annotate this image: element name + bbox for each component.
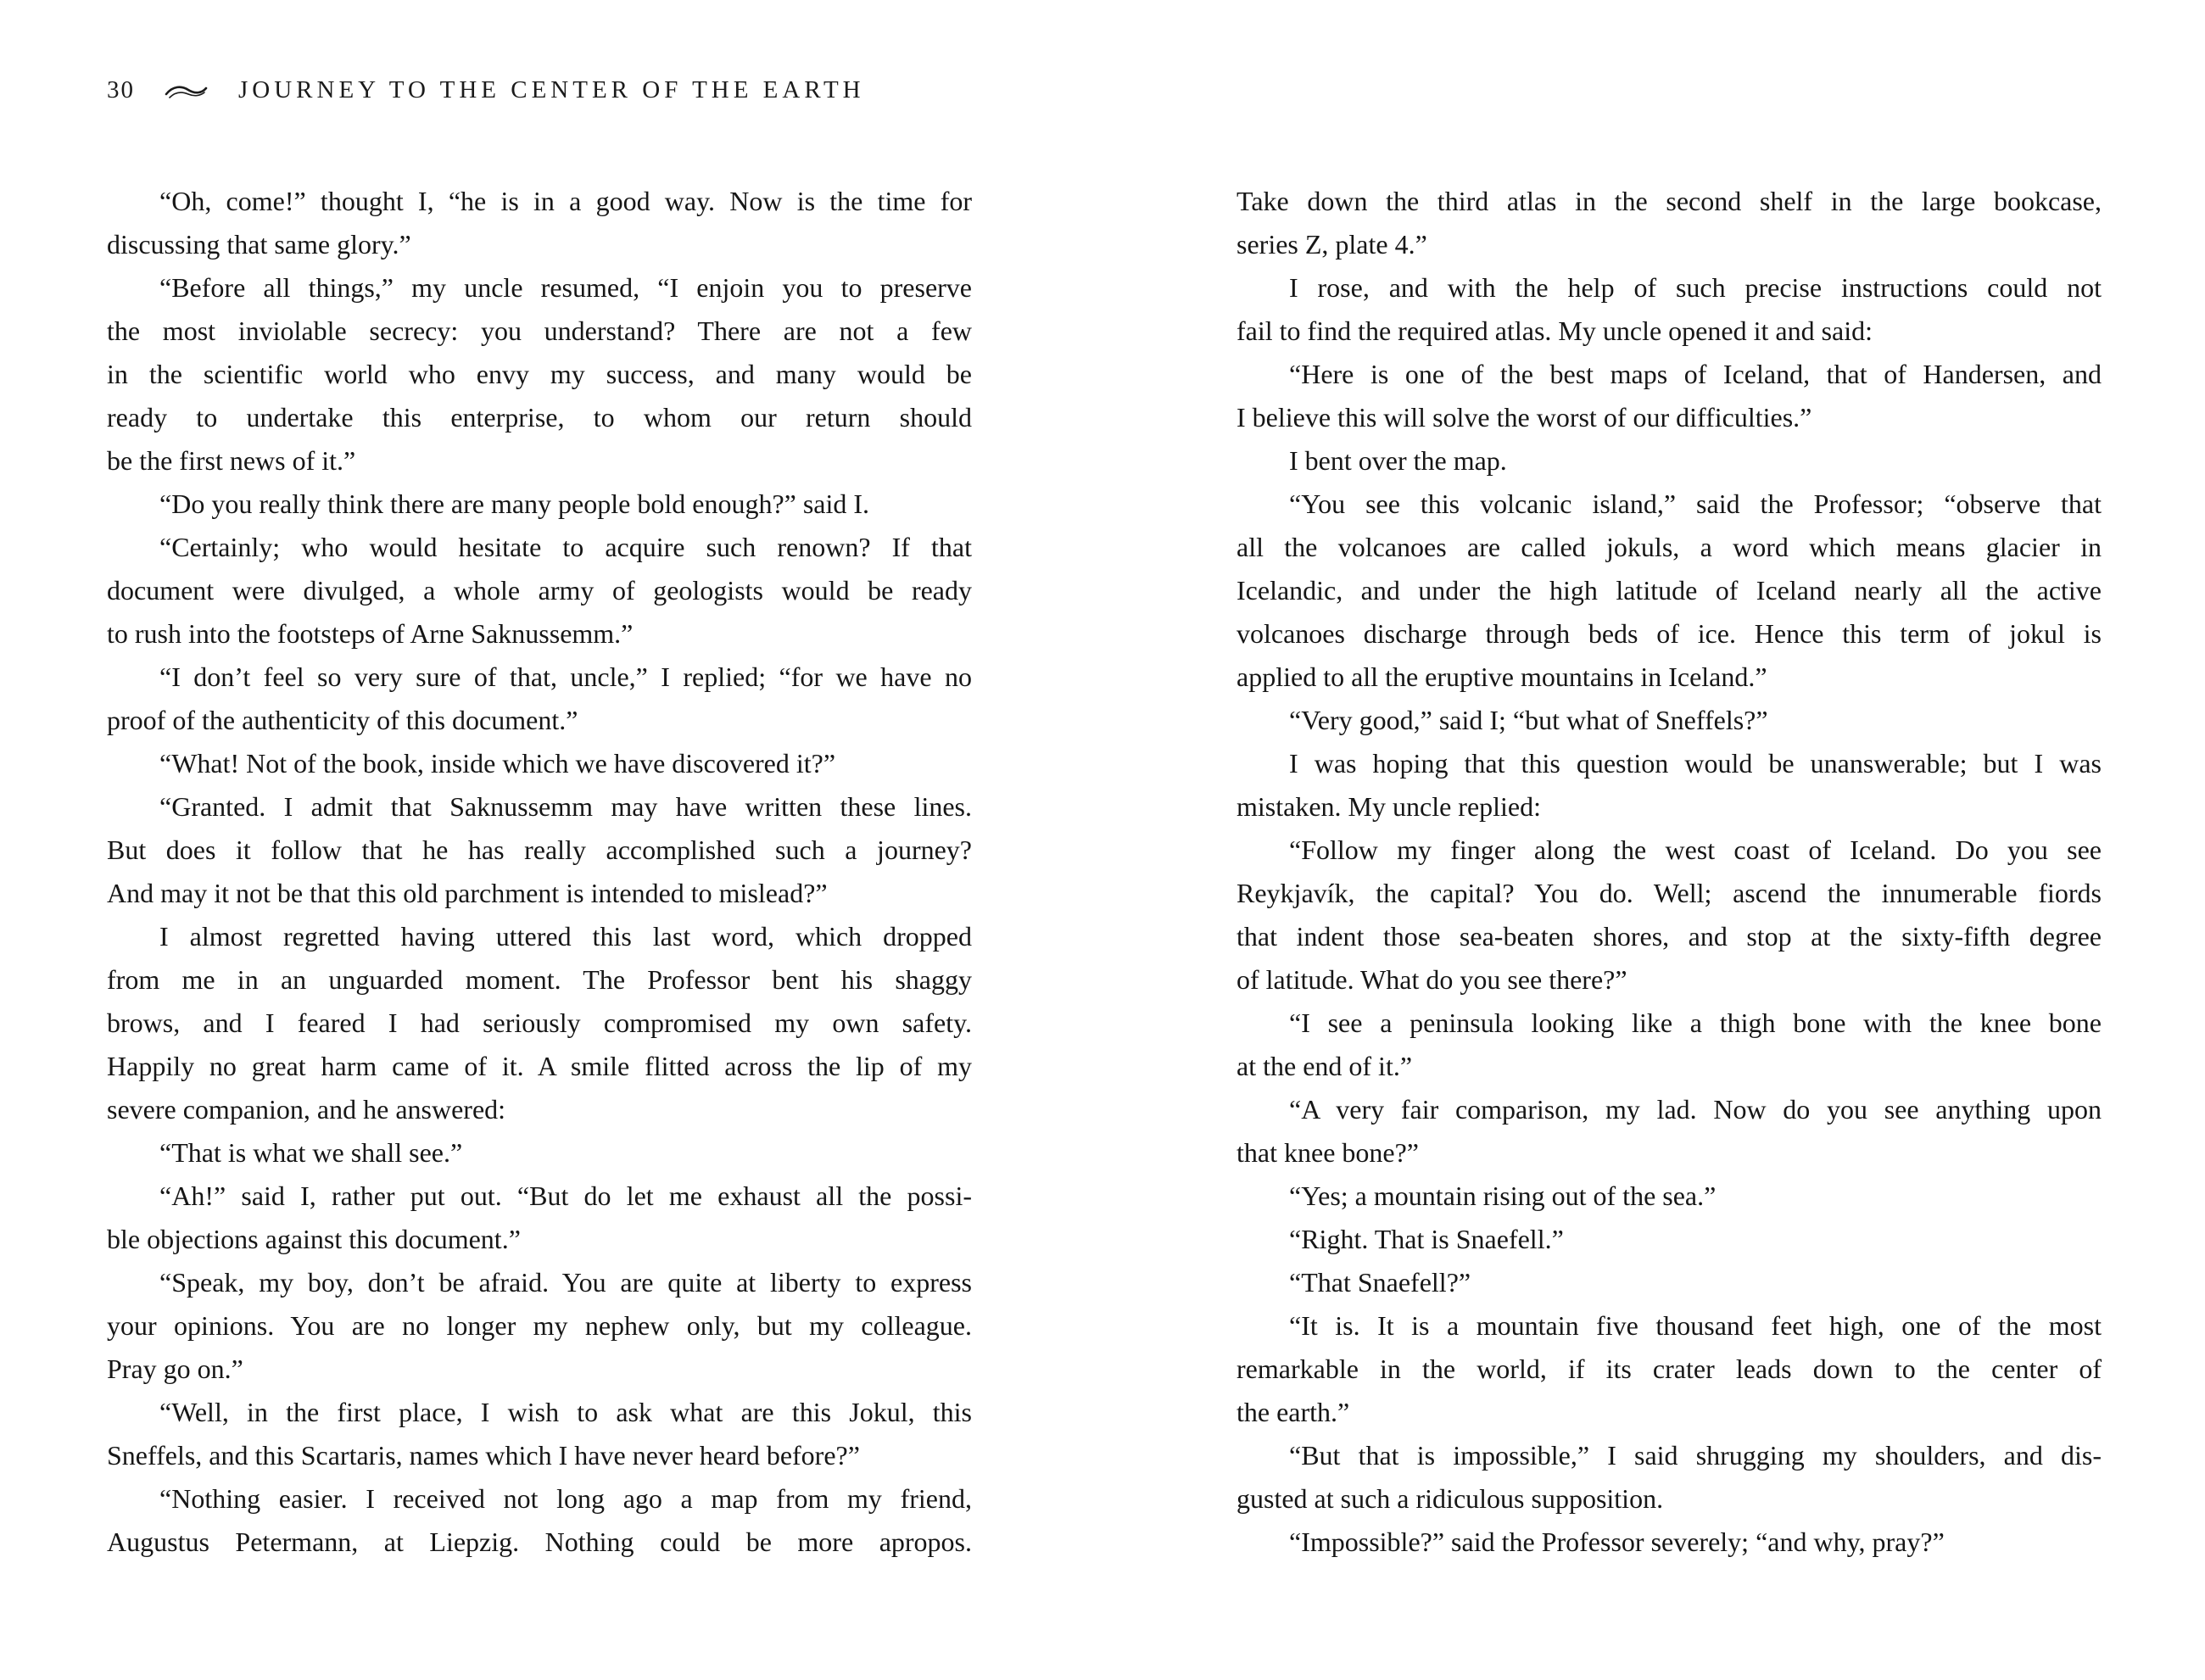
text-line: all the volcanoes are called jokuls, a word which means glacier in [1236,532,2102,562]
text-line: that knee bone?” [1236,1137,1419,1168]
text-line: “Granted. I admit that Saknussemm may have written these lines. [159,791,972,822]
left-running-header [107,76,865,104]
text-line: “Here is one of the best maps of Iceland, that of Handersen, and [1289,359,2102,389]
text-line: volcanoes discharge through beds of ice. Hence this term of jokul is [1236,618,2102,649]
text-line: the most inviolable secrecy: you understand? There are not a few [107,315,972,346]
left-text-column [107,180,972,1564]
text-line: Augustus Petermann, at Liepzig. Nothing could be more apropos. [107,1527,972,1557]
text-line: brows, and I feared I had seriously compromised my own safety. [107,1007,972,1038]
text-line: “It is. It is a mountain five thousand feet high, one of the most [1289,1310,2102,1341]
text-line: “Right. That is Snaefell.” [1289,1224,1564,1254]
text-line: that indent those sea-beaten shores, and stop at the sixty-fifth degree [1236,921,2102,952]
text-line: “Nothing easier. I received not long ago a map from my friend, [159,1483,972,1514]
text-line: “That Snaefell?” [1289,1267,1471,1298]
text-line: Pray go on.” [107,1353,243,1384]
text-line: “Impossible?” said the Professor severely; “and why, pray?” [1289,1527,1945,1557]
text-line: series Z, plate 4.” [1236,229,1427,260]
right-text-column [1236,180,2102,1564]
text-line: Sneffels, and this Scartaris, names which I have never heard before?” [107,1440,860,1471]
text-line: to rush into the footsteps of Arne Saknussemm.” [107,618,634,649]
text-line: remarkable in the world, if its crater leads down to the center of [1236,1353,2102,1384]
text-line: gusted at such a ridiculous supposition. [1236,1483,1664,1514]
text-line: “Ah!” said I, rather put out. “But do let me exhaust all the possi- [159,1180,972,1211]
text-line: at the end of it.” [1236,1051,1413,1081]
text-line: Happily no great harm came of it. A smile flitted across the lip of my [107,1051,972,1081]
text-line: in the scientific world who envy my success, and many would be [107,359,972,389]
text-line: “Yes; a mountain rising out of the sea.” [1289,1180,1717,1211]
text-line: I believe this will solve the worst of our difficulties.” [1236,402,1812,433]
text-line: your opinions. You are no longer my nephew only, but my colleague. [107,1310,972,1341]
text-line: “I don’t feel so very sure of that, uncle,” I replied; “for we have no [159,661,972,692]
text-line: “Certainly; who would hesitate to acquire such renown? If that [159,532,972,562]
text-line: be the first news of it.” [107,445,356,476]
text-line: “Well, in the first place, I wish to ask what are this Jokul, this [159,1397,972,1427]
text-line: “A very fair comparison, my lad. Now do you see anything upon [1289,1094,2102,1125]
text-line: “Follow my finger along the west coast of Iceland. Do you see [1289,834,2102,865]
text-line: I almost regretted having uttered this last word, which dropped [159,921,972,952]
text-line: “Speak, my boy, don’t be afraid. You are quite at liberty to express [159,1267,972,1298]
swash-ornament-icon [164,83,209,102]
text-line: I was hoping that this question would be unanswerable; but I was [1289,748,2102,779]
text-line: Take down the third atlas in the second shelf in the large bookcase, [1236,186,2102,216]
text-line: “That is what we shall see.” [159,1137,463,1168]
text-line: proof of the authenticity of this document.” [107,705,578,735]
text-line: “Oh, come!” thought I, “he is in a good way. Now is the time for [159,186,972,216]
text-line: discussing that same glory.” [107,229,411,260]
text-line: “But that is impossible,” I said shrugging my shoulders, and dis- [1289,1440,2102,1471]
text-line: “What! Not of the book, inside which we have discovered it?” [159,748,836,779]
text-line: “Do you really think there are many people bold enough?” said I. [159,488,870,519]
text-line: the earth.” [1236,1397,1350,1427]
text-line: applied to all the eruptive mountains in Iceland.” [1236,661,1767,692]
text-line: “Before all things,” my uncle resumed, “I enjoin you to preserve [159,272,972,303]
text-line: severe companion, and he answered: [107,1094,506,1125]
text-line: Reykjavík, the capital? You do. Well; ascend the innumerable fiords [1236,878,2102,908]
text-line: fail to find the required atlas. My uncle opened it and said: [1236,315,1873,346]
text-line: ready to undertake this enterprise, to whom our return should [107,402,972,433]
text-line: I bent over the map. [1289,445,1507,476]
text-line: And may it not be that this old parchment is intended to mislead?” [107,878,828,908]
text-line: But does it follow that he has really accomplished such a journey? [107,834,972,865]
text-line: mistaken. My uncle replied: [1236,791,1542,822]
text-line: “You see this volcanic island,” said the Professor; “observe that [1289,488,2102,519]
text-line: of latitude. What do you see there?” [1236,964,1627,995]
text-line: from me in an unguarded moment. The Professor bent his shaggy [107,964,972,995]
text-line: Icelandic, and under the high latitude of Iceland nearly all the active [1236,575,2102,606]
text-line: ble objections against this document.” [107,1224,521,1254]
text-line: I rose, and with the help of such precise instructions could not [1289,272,2102,303]
text-line: “I see a peninsula looking like a thigh bone with the knee bone [1289,1007,2102,1038]
text-line: document were divulged, a whole army of geologists would be ready [107,575,972,606]
left-folio: 30 [107,76,135,103]
left-running-title: JOURNEY TO THE CENTER OF THE EARTH [238,76,865,103]
text-line: “Very good,” said I; “but what of Sneffels?” [1289,705,1768,735]
